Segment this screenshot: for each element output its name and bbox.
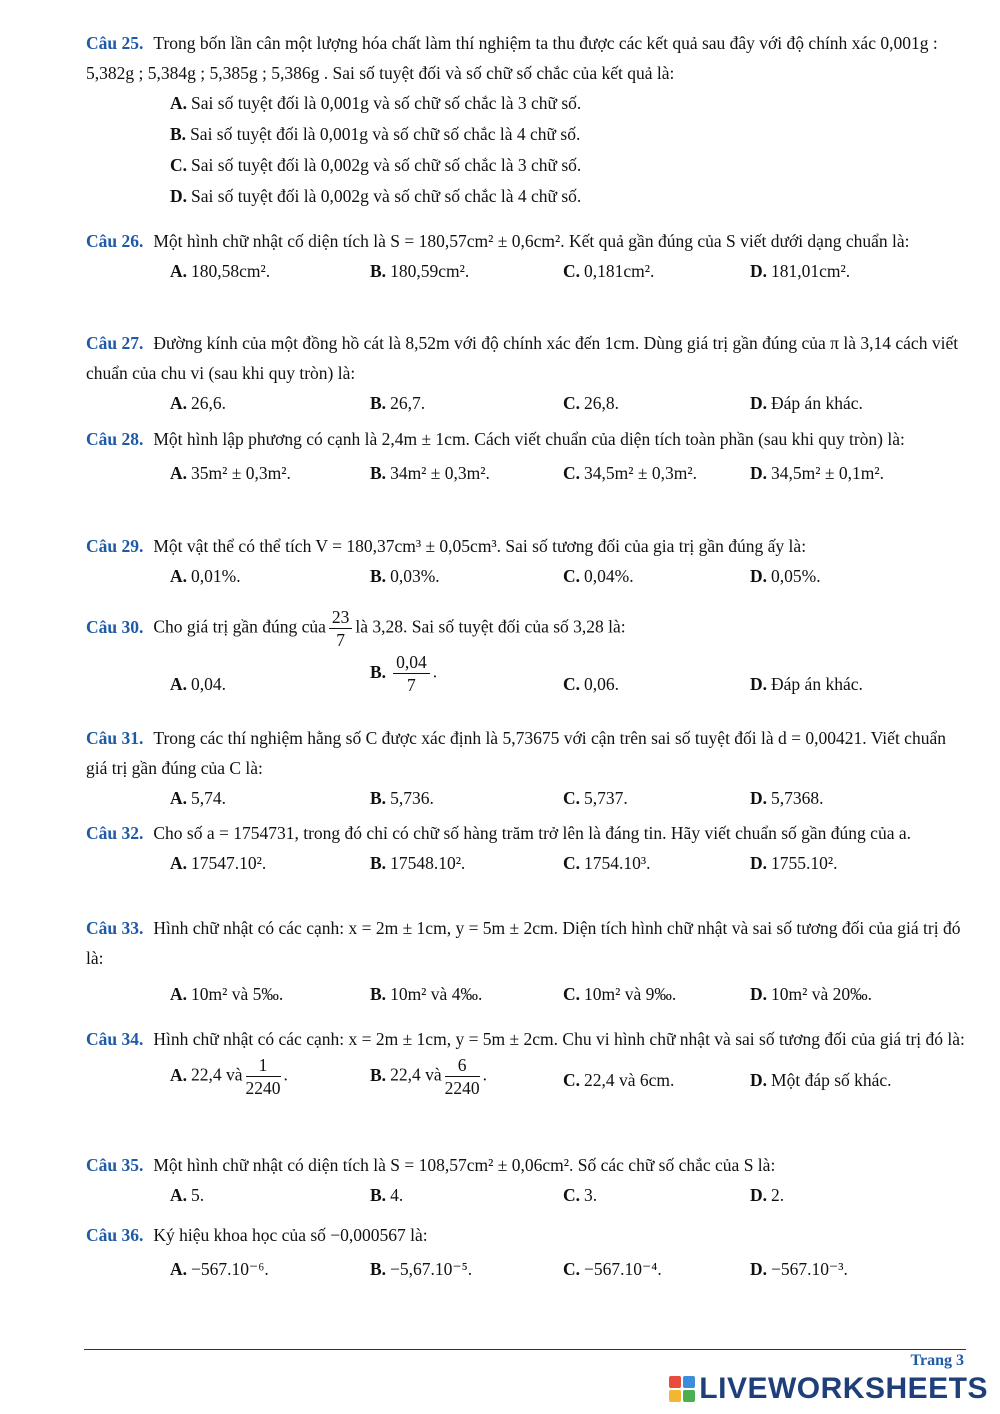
question-stem [86,723,966,783]
option-b[interactable]: B. 4. [370,1185,404,1205]
question-stem [86,1024,966,1054]
option-a[interactable]: A. 5. [170,1185,205,1205]
option-d[interactable]: D. Một đáp số khác. [750,1070,892,1090]
option-a[interactable]: A. 35m² ± 0,3m². [170,463,291,483]
option-c[interactable]: C. −567.10⁻⁴. [563,1259,662,1279]
option-b[interactable]: B. 26,7. [370,393,426,413]
option-fraction: $\frac{6}{2240}$ [444,1055,480,1098]
option-b[interactable]: B. 34m² ± 0,3m². [370,463,490,483]
question-stem [86,1220,966,1250]
logo-square-green [683,1390,695,1402]
option-d[interactable]: D. 2. [750,1185,785,1205]
option-d[interactable]: D. Đáp án khác. [750,393,863,413]
logo-text: LIVEWORKSHEETS [699,1372,988,1405]
question-label: Câu 34. [86,1029,144,1049]
option-fraction: $\frac{0,04}{7}$ [393,651,430,696]
question-label: Câu 33. [86,918,144,938]
question-stem [86,1150,966,1180]
options-row [170,1254,966,1285]
option-c[interactable]: C. 0,181cm². [563,261,655,281]
footer-divider [84,1349,966,1350]
option-c[interactable]: C. 3. [563,1185,598,1205]
question-stem [86,424,966,454]
options-row [170,561,966,592]
stem-text: Trong các thí nghiệm hằng số C được xác định là 5,73675 với cận trên sai số tuyệt đối là d = 0,00421. Viết chuẩn giá trị gần đúng của C là: [86,728,946,778]
options-row [170,388,966,419]
question-34 [86,1024,966,1106]
question-stem [86,818,966,848]
stem-text: Một hình chữ nhật cố diện tích là S = 180,57cm² ± 0,6cm². Kết quả gần đúng của S viết dưới dạng chuẩn là: [153,231,910,251]
question-label: Câu 36. [86,1225,144,1245]
logo-grid-icon [669,1376,695,1402]
question-25 [86,28,966,212]
option-b[interactable]: B. 0,03%. [370,566,440,586]
option-d[interactable]: D. 181,01cm². [750,261,851,281]
option-c[interactable]: C. 10m² và 9‰. [563,984,677,1004]
options-row [170,848,966,879]
option-d[interactable]: D. 5,7368. [750,788,824,808]
options-row [170,458,966,489]
question-27 [86,328,966,419]
option-d[interactable]: D. Đáp án khác. [750,674,863,694]
option-a[interactable]: A. 0,01%. [170,566,241,586]
option-c[interactable]: C. Sai số tuyệt đối là 0,002g và số chữ số chắc là 3 chữ số. [170,155,582,175]
stem-text: Một hình lập phương có cạnh là 2,4m ± 1cm. Cách viết chuẩn của diện tích toàn phần (sau khi quy tròn) là: [153,429,905,449]
option-c[interactable]: C. 34,5m² ± 0,3m². [563,463,697,483]
option-a[interactable]: A. 17547.10². [170,853,267,873]
stem-text-before: Cho giá trị gần đúng của [153,616,326,637]
option-b[interactable]: B. 5,736. [370,788,434,808]
logo-square-yellow [669,1390,681,1402]
option-d[interactable]: D. 34,5m² ± 0,1m². [750,463,884,483]
question-32 [86,818,966,879]
stem-text: Cho số a = 1754731, trong đó chỉ có chữ số hàng trăm trở lên là đáng tin. Hãy viết chuẩn số gần đúng của a. [153,823,911,843]
question-label: Câu 30. [86,616,144,637]
question-29 [86,531,966,592]
question-label: Câu 32. [86,823,144,843]
question-stem [86,531,966,561]
question-stem [86,328,966,388]
option-c[interactable]: C. 1754.10³. [563,853,651,873]
option-a[interactable]: A. 10m² và 5‰. [170,984,284,1004]
stem-text: Một hình chữ nhật có diện tích là S = 108,57cm² ± 0,06cm². Số các chữ số chắc của S là: [153,1155,776,1175]
stem-fraction: $\frac{23}{7}$ [329,606,353,651]
option-b[interactable]: B. −5,67.10⁻⁵. [370,1259,473,1279]
option-b[interactable]: B. 17548.10². [370,853,466,873]
question-label: Câu 27. [86,333,144,353]
options-row [170,979,966,1010]
option-a[interactable]: A. 5,74. [170,788,227,808]
stem-text: Trong bốn lần cân một lượng hóa chất làm thí nghiệm ta thu được các kết quả sau đây với độ chính xác 0,001g : 5,382g ; 5,384g ; 5,385g ; 5,386g . Sai số tuyệt đối và số chữ số chắc của kết quả là: [86,33,938,83]
stem-text: Ký hiệu khoa học của số −0,000567 là: [153,1225,428,1245]
option-a[interactable]: A. 26,6. [170,393,227,413]
question-35 [86,1150,966,1211]
question-label: Câu 31. [86,728,144,748]
options-row [170,783,966,814]
option-b[interactable]: B. $\frac{0,04}{7}$ . [370,652,438,695]
liveworksheets-logo [669,1372,988,1406]
option-a[interactable]: A. Sai số tuyệt đối là 0,001g và số chữ số chắc là 3 chữ số. [170,93,582,113]
page-number: Trang 3 [910,1352,964,1369]
option-c[interactable]: C. 0,06. [563,674,620,694]
option-b[interactable]: B. 22,4 và $\frac{6}{2240}$ . [370,1055,487,1098]
stem-text: Hình chữ nhật có các cạnh: x = 2m ± 1cm, y = 5m ± 2cm. Chu vi hình chữ nhật và sai số tương đối của giá trị đó là: [153,1029,965,1049]
question-stem [86,226,966,256]
option-b[interactable]: B. Sai số tuyệt đối là 0,001g và số chữ số chắc là 4 chữ số. [170,124,581,144]
option-fraction: $\frac{1}{2240}$ [245,1055,281,1098]
question-label: Câu 29. [86,536,144,556]
question-stem [86,606,966,651]
option-c[interactable]: C. 5,737. [563,788,628,808]
question-label: Câu 25. [86,33,144,53]
option-d[interactable]: D. −567.10⁻³. [750,1259,848,1279]
stem-text-after: là 3,28. Sai số tuyệt đối của số 3,28 là: [355,616,626,637]
option-c[interactable]: C. 26,8. [563,393,620,413]
option-a[interactable]: A. 180,58cm². [170,261,271,281]
option-d[interactable]: D. 0,05%. [750,566,821,586]
question-30 [86,606,966,703]
question-label: Câu 35. [86,1155,144,1175]
option-a[interactable]: A. 0,04. [170,674,227,694]
options-row [170,256,966,287]
question-31 [86,723,966,814]
logo-square-red [669,1376,681,1388]
options-row [170,1054,966,1106]
option-c[interactable]: C. 0,04%. [563,566,634,586]
question-28 [86,424,966,489]
option-d[interactable]: D. 1755.10². [750,853,838,873]
stem-text: Một vật thể có thể tích V = 180,37cm³ ± 0,05cm³. Sai số tương đối của gia trị gần đúng ấy là: [153,536,807,556]
option-a[interactable]: A. −567.10⁻⁶. [170,1259,269,1279]
question-label: Câu 26. [86,231,144,251]
stem-text: Đường kính của một đồng hồ cát là 8,52m với độ chính xác đến 1cm. Dùng giá trị gần đúng của π là 3,14 cách viết chuẩn của chu vi (sau khi quy tròn) là: [86,333,959,383]
option-c[interactable]: C. 22,4 và 6cm. [563,1070,675,1090]
question-stem [86,28,966,88]
option-d[interactable]: D. 10m² và 20‰. [750,984,873,1004]
option-a[interactable]: A. 22,4 và $\frac{1}{2240}$ . [170,1055,288,1098]
question-stem [86,913,966,973]
question-label: Câu 28. [86,429,144,449]
options-row [170,651,966,703]
option-b[interactable]: B. 10m² và 4‰. [370,984,483,1004]
question-33 [86,913,966,1010]
option-d[interactable]: D. Sai số tuyệt đối là 0,002g và số chữ số chắc là 4 chữ số. [170,186,582,206]
option-b[interactable]: B. 180,59cm². [370,261,470,281]
question-26 [86,226,966,287]
question-36 [86,1220,966,1285]
options-row [170,1180,966,1211]
logo-square-blue [683,1376,695,1388]
stem-text: Hình chữ nhật có các cạnh: x = 2m ± 1cm, y = 5m ± 2cm. Diện tích hình chữ nhật và sai số tương đối của giá trị đó là: [86,918,961,968]
